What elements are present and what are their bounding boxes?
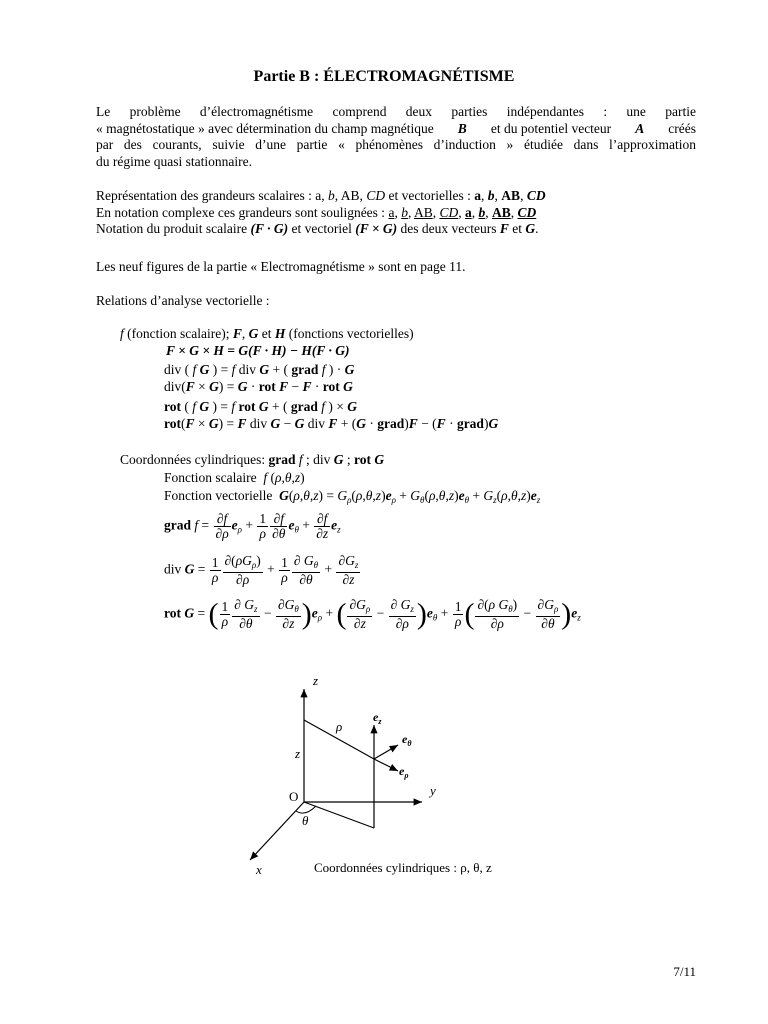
vector-function-line: Fonction vectorielle $G(\rho,\theta,z) = G_\rho(\rho,\theta,z)e_\rho + G_\theta(\rho,\theta,z)e_\theta + G_z(\rho,\theta,z)e_z$ — [164, 488, 541, 505]
e-rho-vector — [374, 759, 398, 771]
radial-line-bottom — [304, 802, 374, 828]
e-rho-label: $e_\rho$ — [399, 764, 409, 780]
height-label: z — [295, 746, 301, 761]
page-title: Partie B : ÉLECTROMAGNÉTISME — [253, 68, 515, 85]
theta-label: θ — [302, 813, 309, 828]
equation-rot-fG: rot ( f G ) = f rot G + ( grad f ) × G — [164, 399, 357, 414]
equation-rot-cyl: rot G = ( $\frac{1}{\rho}$ $\frac{\partial G_z}{\partial\theta}$ − $\frac{\partial G_\theta}{\partial z}$ )$e_\rho$ + ( $\frac{\partial G_\rho}{\partial z}$ − $\frac{\partial G_z}{\partial\rho}$ )$e_\theta$ + $\frac{1}{\rho}$ ( $\frac{\partial(\rho G_\theta)}{\partial\rho}$ − $\frac{\partial G_\rho}{\partial\theta}$ )$e_z$ — [164, 597, 581, 631]
equation-div-cyl: div G = $\frac{1}{\rho}$ $\frac{\partial(\rho G_\rho)}{\partial\rho}$ + $\frac{1}{\rho}$ $\frac{\partial G_\theta}{\partial\theta}$ + $\frac{\partial G_z}{\partial z}$ — [164, 553, 359, 587]
rho-label: ρ — [336, 719, 343, 734]
e-theta-label: $e_\theta$ — [402, 732, 412, 748]
intro-line-1: Le problème d’électromagnétisme comprend deux parties indépendantes : une partie — [96, 104, 696, 119]
notation-line-3: Notation du produit scalaire (F · G) et vectoriel (F × G) des deux vecteurs F et G. — [96, 221, 539, 236]
relations-heading: Relations d’analyse vectorielle : — [96, 293, 270, 308]
axis-x-label: x — [256, 862, 262, 877]
cylindrical-heading: Coordonnées cylindriques: grad f ; div G ; rot G — [120, 452, 385, 467]
notation-paragraph — [96, 188, 696, 238]
e-theta-vector — [374, 745, 398, 759]
intro-paragraph — [96, 104, 696, 170]
relations-intro: f (fonction scalaire); F, G et H (fonctions vectorielles) — [120, 326, 414, 341]
intro-line-3: par des courants, suivie d’une partie « phénomènes d’induction » étudiée dans l’approximation — [96, 137, 696, 152]
figure-caption: Coordonnées cylindriques : ρ, θ, z — [314, 860, 492, 875]
axis-x — [250, 802, 304, 860]
origin-label: O — [289, 789, 299, 804]
equation-div-FxG: div(F × G) = G · rot F − F · rot G — [164, 379, 353, 394]
notation-line-1: Représentation des grandeurs scalaires : a, b, AB, CD et vectorielles : a, b, AB, CD — [96, 188, 546, 203]
axis-z-label: z — [313, 673, 319, 688]
axis-y-label: y — [430, 783, 436, 798]
scalar-function-line: Fonction scalaire f (ρ,θ,z) — [164, 470, 305, 485]
equation-rot-FxG: rot(F × G) = F div G − G div F + (G · grad)F − (F · grad)G — [164, 416, 499, 431]
page-number: 7/11 — [673, 964, 696, 979]
equation-triple-product: F × G × H = G(F · H) − H(F · G) — [166, 343, 350, 358]
intro-line-4: du régime quasi stationnaire. — [96, 153, 252, 169]
figures-note: Les neuf figures de la partie « Electromagnétisme » sont en page 11. — [96, 259, 466, 274]
e-z-label: $e_z$ — [373, 710, 382, 726]
notation-line-2: En notation complexe ces grandeurs sont soulignées : a, b, AB, CD, a, b, AB, CD — [96, 204, 537, 220]
equation-div-fG: div ( f G ) = f div G + ( grad f ) · G — [164, 362, 355, 377]
intro-line-2: « magnétostatique » avec détermination du champ magnétique B et du potentiel vecteur A créés — [96, 120, 696, 136]
cylindrical-coordinates-figure — [0, 665, 768, 895]
equation-grad-cyl: grad f = $\frac{\partial f}{\partial\rho}$ $e_\rho$ + $\frac{1}{\rho}$ $\frac{\partial f}{\partial\theta}$ $e_\theta$ + $\frac{\partial f}{\partial z}$ $e_z$ — [164, 511, 341, 541]
